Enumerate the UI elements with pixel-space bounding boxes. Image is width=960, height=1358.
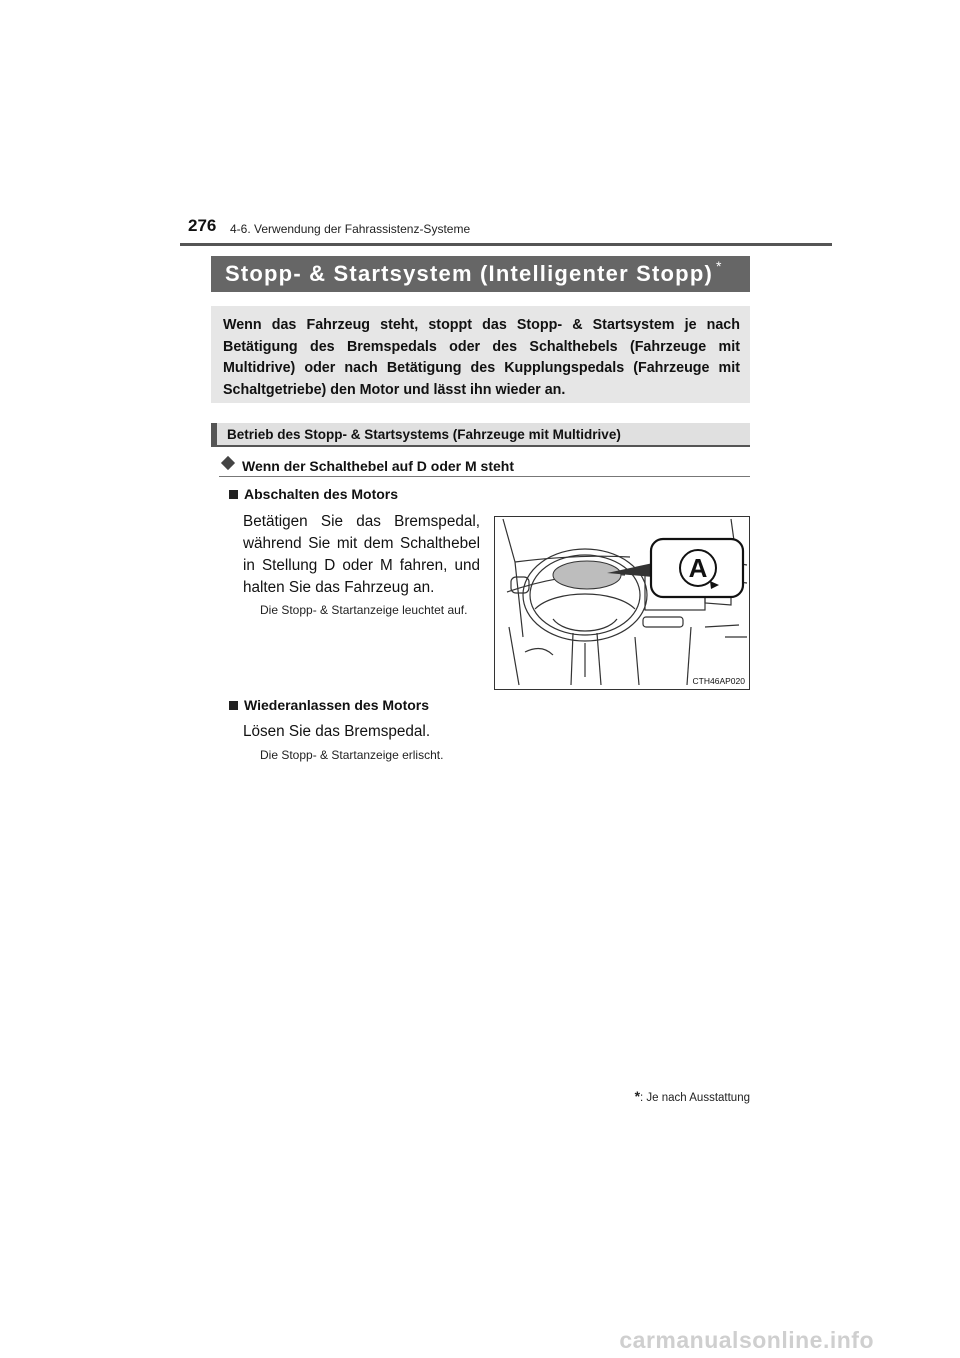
- intro-paragraph: Wenn das Fahrzeug steht, stoppt das Stopp- & Startsystem je nach Betätigung des Bremspedals oder des Schalthebels (Fahrzeuge mit Multidrive) oder nach Betätigung des Kupplungspedals (Fahrzeuge mit Schaltgetriebe) den Motor und lässt ihn wieder an.: [211, 306, 750, 403]
- watermark: carmanualsonline.info: [619, 1327, 874, 1353]
- footnote-text: : Je nach Ausstattung: [640, 1092, 750, 1104]
- item-text-restart: Lösen Sie das Bremspedal.: [243, 723, 431, 740]
- item-text-stop: Betätigen Sie das Bremspedal, während Sie mit dem Schalthebel in Stellung D oder M fahren, und halten Sie das Fahrzeug an.: [243, 513, 480, 596]
- section-title-bar: [211, 256, 750, 292]
- condition-heading: [219, 455, 750, 477]
- section-title: Stopp- & Startsystem (Intelligenter Stopp): [225, 261, 713, 286]
- asterisk-icon: *: [634, 1088, 641, 1104]
- figure-code: CTH46AP020: [692, 676, 745, 686]
- item-heading-text: Abschalten des Motors: [244, 486, 399, 502]
- header-divider: [180, 243, 832, 246]
- dashboard-drawing: [495, 517, 749, 689]
- square-bullet-icon: [229, 701, 238, 710]
- callout-label: A: [688, 553, 708, 583]
- asterisk-icon: *: [715, 258, 723, 274]
- chapter-title: 4-6. Verwendung der Fahrassistenz-Systeme: [230, 222, 471, 236]
- subsection-heading: Betrieb des Stopp- & Startsystems (Fahrzeuge mit Multidrive): [211, 423, 750, 447]
- item-note-restart: Die Stopp- & Startanzeige erlischt.: [260, 748, 444, 762]
- condition-heading-text: Wenn der Schalthebel auf D oder M steht: [242, 457, 515, 474]
- item-note-stop: Die Stopp- & Startanzeige leuchtet auf.: [260, 603, 468, 617]
- square-bullet-icon: [229, 490, 238, 499]
- item-heading-stop: [229, 486, 398, 502]
- dashboard-illustration: [494, 516, 750, 690]
- diamond-bullet-icon: [221, 455, 235, 469]
- page-number: 276: [188, 216, 217, 235]
- footnote: [635, 1088, 750, 1104]
- item-heading-restart: [229, 697, 429, 713]
- item-heading-text: Wiederanlassen des Motors: [244, 697, 430, 713]
